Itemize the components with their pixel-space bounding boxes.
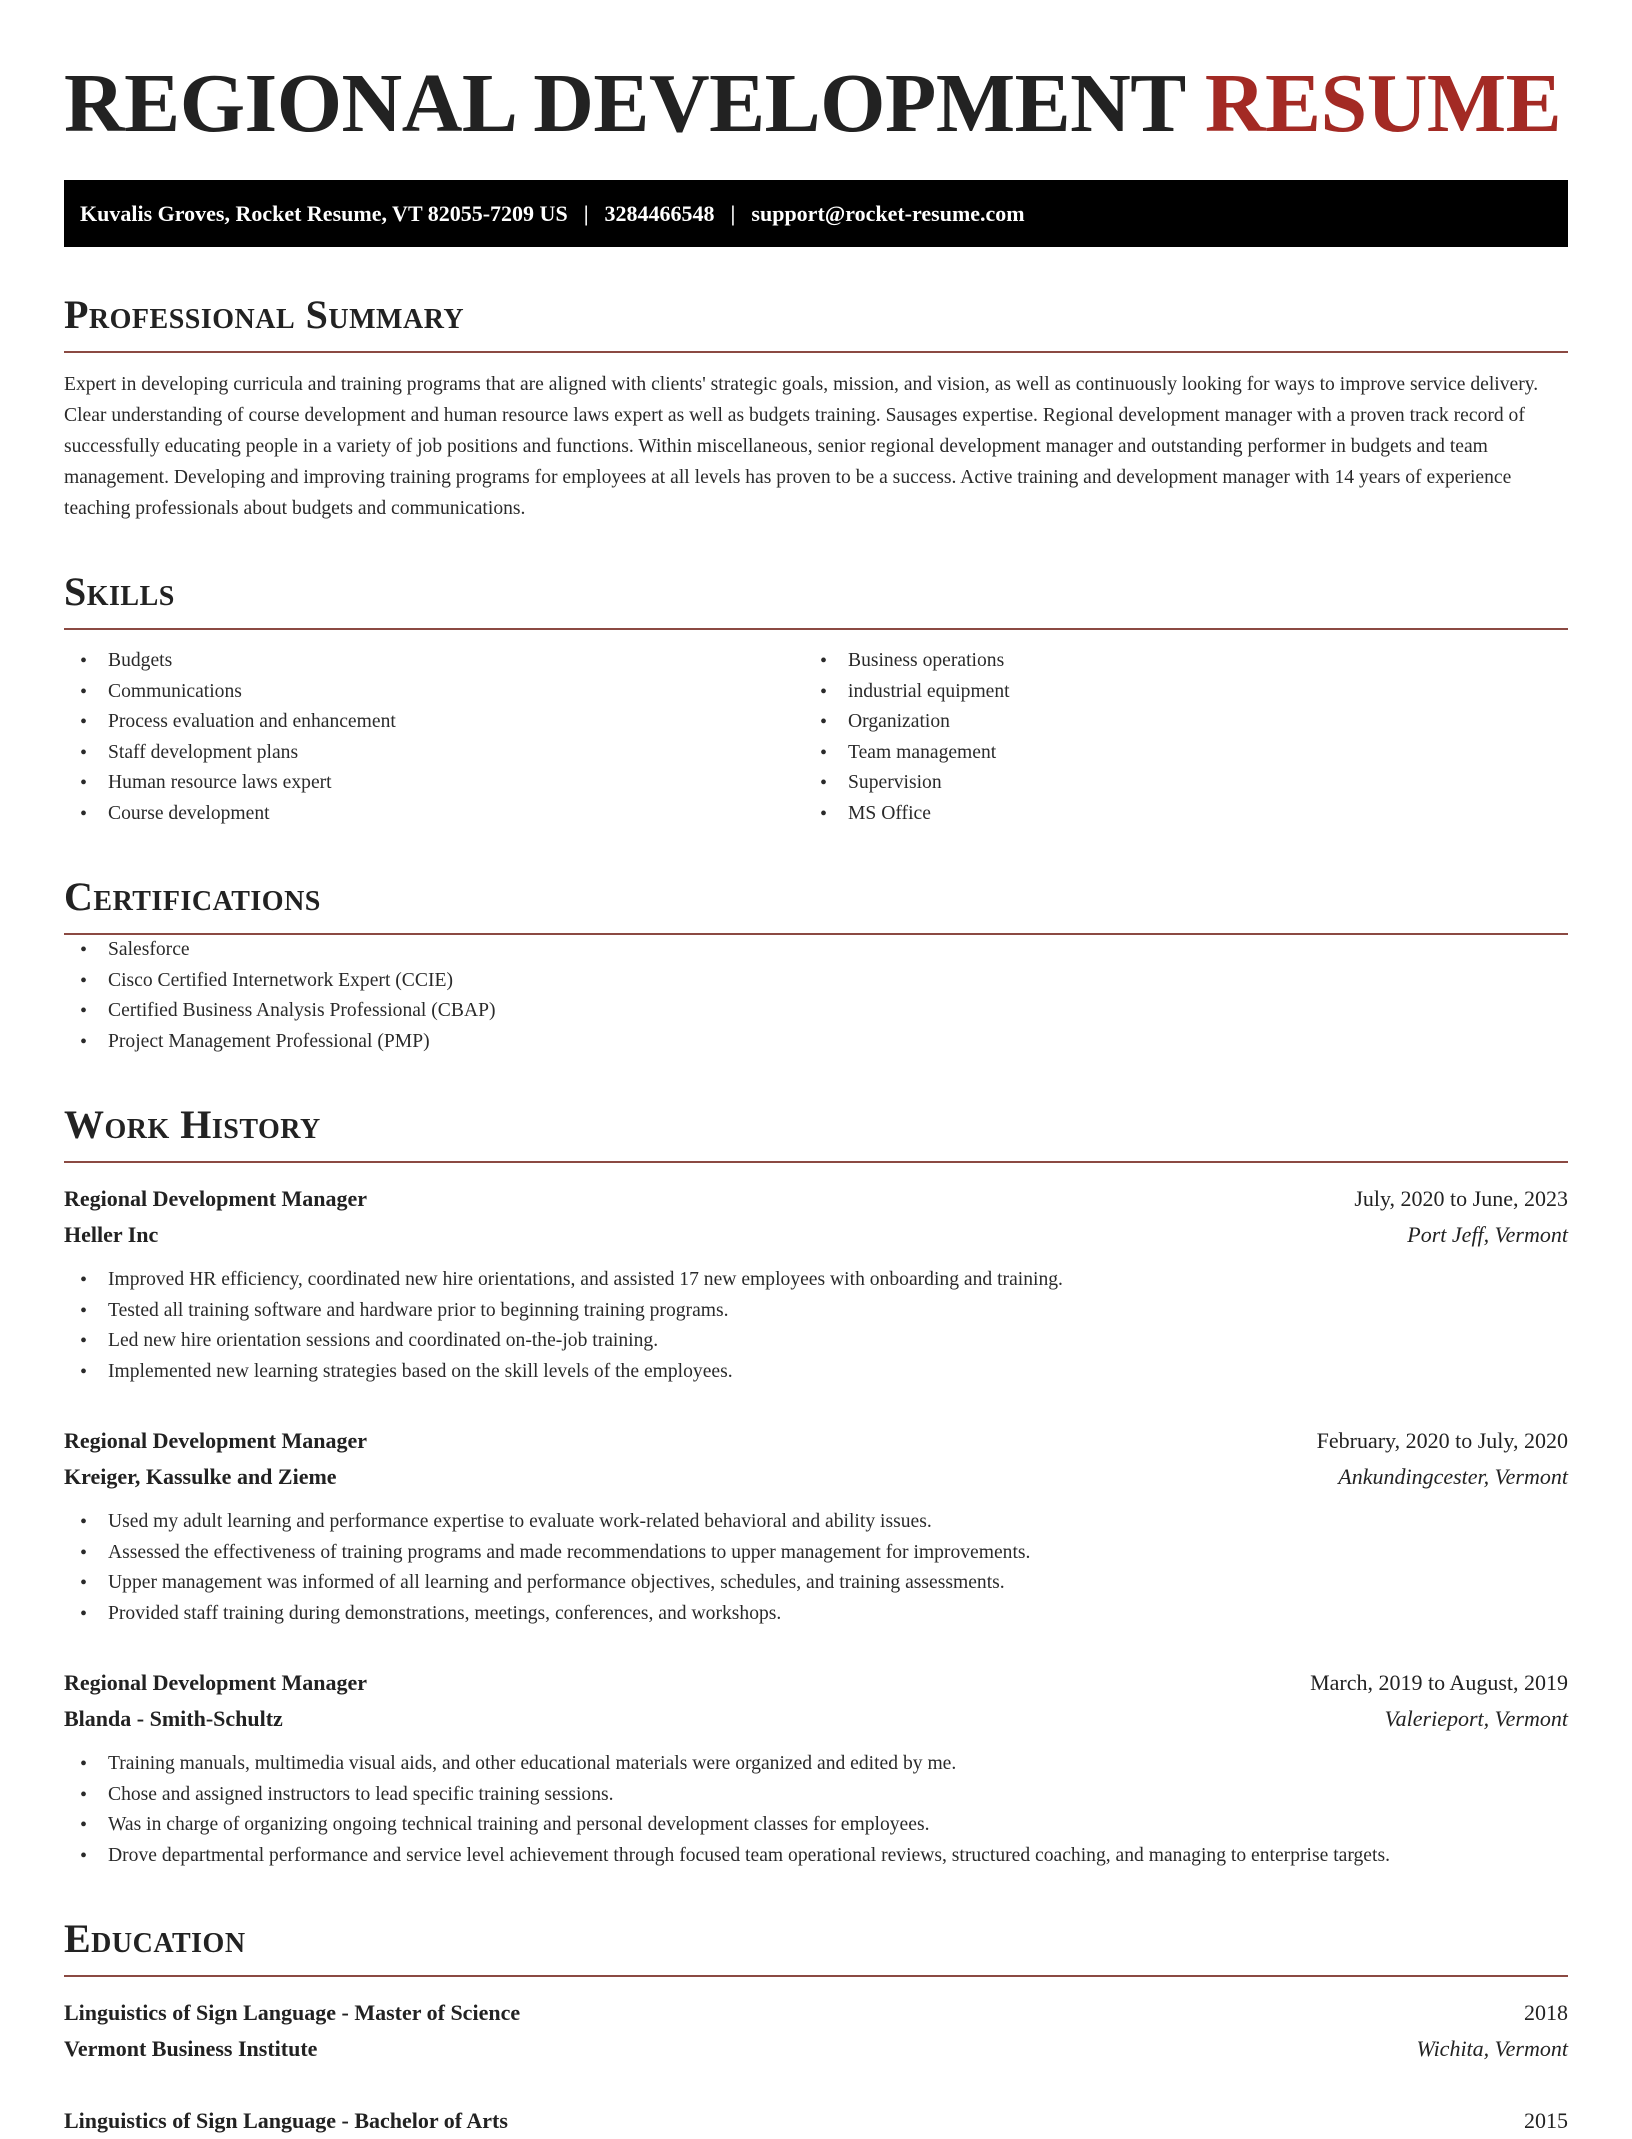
job-company-row bbox=[64, 1459, 1568, 1495]
job-header-row bbox=[64, 1665, 1568, 1701]
skills-section bbox=[64, 568, 1568, 829]
job-bullet: • Was in charge of organizing ongoing technical training and personal development classes for employees. bbox=[64, 1810, 1568, 1841]
section-divider bbox=[64, 1975, 1568, 1977]
skill-item: • Communications bbox=[64, 677, 804, 708]
section-heading: Skills bbox=[64, 569, 175, 614]
summary-text: Expert in developing curricula and training programs that are aligned with clients' strategic goals, mission, and vision, as well as continuously looking for ways to improve service delivery. Clear understanding of course development and human resource laws expert as well as budgets training. Sausages expertise. Regional development manager with a proven track record of successfully educating people in a variety of job positions and functions. Within miscellaneous, senior regional development manager and outstanding performer in budgets and team management. Developing and improving training programs for employees at all levels has proven to be a success. Active training and development manager with 14 years of experience teaching professionals about budgets and communications. bbox=[64, 374, 1539, 519]
job-bullet: • Tested all training software and hardware prior to beginning training programs. bbox=[64, 1296, 1568, 1327]
skill-item: • Team management bbox=[804, 738, 1544, 769]
job-company: Blanda - Smith-Schultz bbox=[64, 1706, 283, 1731]
job-bullet: • Drove departmental performance and service level achievement through focused team operational reviews, structured coaching, and managing to enterprise targets. bbox=[64, 1841, 1568, 1872]
title-accent: RESUME bbox=[1204, 57, 1562, 150]
skills-list-left bbox=[64, 646, 804, 829]
skill-item: • Business operations bbox=[804, 646, 1544, 677]
resume-title bbox=[64, 0, 1568, 152]
job-dates: March, 2019 to August, 2019 bbox=[1310, 1670, 1568, 1695]
section-heading: Work History bbox=[64, 1102, 321, 1147]
job-header-row bbox=[64, 1423, 1568, 1459]
job-bullet: • Chose and assigned instructors to lead specific training sessions. bbox=[64, 1780, 1568, 1811]
education-degree: Linguistics of Sign Language - Master of Science bbox=[64, 2000, 521, 2025]
job-bullet: • Used my adult learning and performance expertise to evaluate work-related behavioral and ability issues. bbox=[64, 1507, 1568, 1538]
contact-address: Kuvalis Groves, Rocket Resume, VT 82055-7209 US bbox=[80, 200, 568, 226]
job-bullet: • Training manuals, multimedia visual aids, and other educational materials were organized and edited by me. bbox=[64, 1749, 1568, 1780]
job-location: Ankundingcester, Vermont bbox=[1338, 1464, 1568, 1489]
job-title: Regional Development Manager bbox=[64, 1670, 368, 1695]
job-bullet: • Led new hire orientation sessions and coordinated on-the-job training. bbox=[64, 1326, 1568, 1357]
education-header-row bbox=[64, 1995, 1568, 2031]
education-degree: Linguistics of Sign Language - Bachelor of Arts bbox=[64, 2108, 508, 2133]
section-divider bbox=[64, 351, 1568, 353]
education-school: Vermont Business Institute bbox=[64, 2036, 318, 2061]
section-heading: Education bbox=[64, 1916, 246, 1961]
skill-item: • industrial equipment bbox=[804, 677, 1544, 708]
skill-item: • Human resource laws expert bbox=[64, 768, 804, 799]
certification-item: • Project Management Professional (PMP) bbox=[64, 1027, 1568, 1058]
work-history-section bbox=[64, 1101, 1568, 1871]
skills-list-right bbox=[804, 646, 1544, 829]
job-company: Heller Inc bbox=[64, 1222, 159, 1247]
skill-item: • Budgets bbox=[64, 646, 804, 677]
contact-separator: | bbox=[583, 200, 589, 226]
certification-item: • Cisco Certified Internetwork Expert (CCIE) bbox=[64, 966, 1568, 997]
job-dates: February, 2020 to July, 2020 bbox=[1316, 1428, 1568, 1453]
summary-section bbox=[64, 291, 1568, 524]
certification-item: • Certified Business Analysis Professional (CBAP) bbox=[64, 996, 1568, 1027]
job-entry bbox=[64, 1181, 1568, 1387]
skill-item: • Process evaluation and enhancement bbox=[64, 707, 804, 738]
skill-item: • Organization bbox=[804, 707, 1544, 738]
skill-item: • MS Office bbox=[804, 799, 1544, 830]
job-title: Regional Development Manager bbox=[64, 1186, 368, 1211]
section-heading: Certifications bbox=[64, 874, 321, 919]
job-title: Regional Development Manager bbox=[64, 1428, 368, 1453]
job-company-row bbox=[64, 1217, 1568, 1253]
education-entry bbox=[64, 2103, 1568, 2139]
section-heading: Professional Summary bbox=[64, 292, 465, 337]
contact-bar bbox=[64, 180, 1568, 247]
skills-grid bbox=[64, 646, 1568, 829]
job-dates: July, 2020 to June, 2023 bbox=[1354, 1186, 1568, 1211]
contact-email: support@rocket-resume.com bbox=[751, 200, 1025, 226]
skill-item: • Course development bbox=[64, 799, 804, 830]
contact-separator: | bbox=[730, 200, 736, 226]
section-divider bbox=[64, 1161, 1568, 1163]
education-school-row bbox=[64, 2031, 1568, 2067]
education-year: 2015 bbox=[1524, 2108, 1568, 2133]
education-location: Wichita, Vermont bbox=[1416, 2036, 1568, 2061]
education-section bbox=[64, 1915, 1568, 2139]
education-year: 2018 bbox=[1524, 2000, 1568, 2025]
resume-page bbox=[64, 0, 1568, 2139]
job-bullet: • Upper management was informed of all learning and performance objectives, schedules, and training assessments. bbox=[64, 1568, 1568, 1599]
education-header-row bbox=[64, 2103, 1568, 2139]
job-location: Port Jeff, Vermont bbox=[1407, 1222, 1568, 1247]
job-bullet: • Assessed the effectiveness of training programs and made recommendations to upper management for improvements. bbox=[64, 1538, 1568, 1569]
job-bullet: • Improved HR efficiency, coordinated new hire orientations, and assisted 17 new employees with onboarding and training. bbox=[64, 1265, 1568, 1296]
job-location: Valerieport, Vermont bbox=[1384, 1706, 1568, 1731]
certifications-list bbox=[64, 935, 1568, 1057]
job-entry bbox=[64, 1665, 1568, 1871]
contact-phone: 3284466548 bbox=[604, 200, 715, 226]
education-entry bbox=[64, 1995, 1568, 2067]
job-entry bbox=[64, 1423, 1568, 1629]
job-bullets bbox=[64, 1265, 1568, 1387]
job-bullets bbox=[64, 1749, 1568, 1871]
job-company: Kreiger, Kassulke and Zieme bbox=[64, 1464, 337, 1489]
job-bullet: • Provided staff training during demonstrations, meetings, conferences, and workshops. bbox=[64, 1599, 1568, 1630]
job-bullets bbox=[64, 1507, 1568, 1629]
section-divider bbox=[64, 628, 1568, 630]
certification-item: • Salesforce bbox=[64, 935, 1568, 966]
certifications-section bbox=[64, 873, 1568, 1057]
job-header-row bbox=[64, 1181, 1568, 1217]
job-company-row bbox=[64, 1701, 1568, 1737]
skill-item: • Supervision bbox=[804, 768, 1544, 799]
skill-item: • Staff development plans bbox=[64, 738, 804, 769]
title-main: REGIONAL DEVELOPMENT bbox=[64, 57, 1185, 150]
job-bullet: • Implemented new learning strategies based on the skill levels of the employees. bbox=[64, 1357, 1568, 1388]
